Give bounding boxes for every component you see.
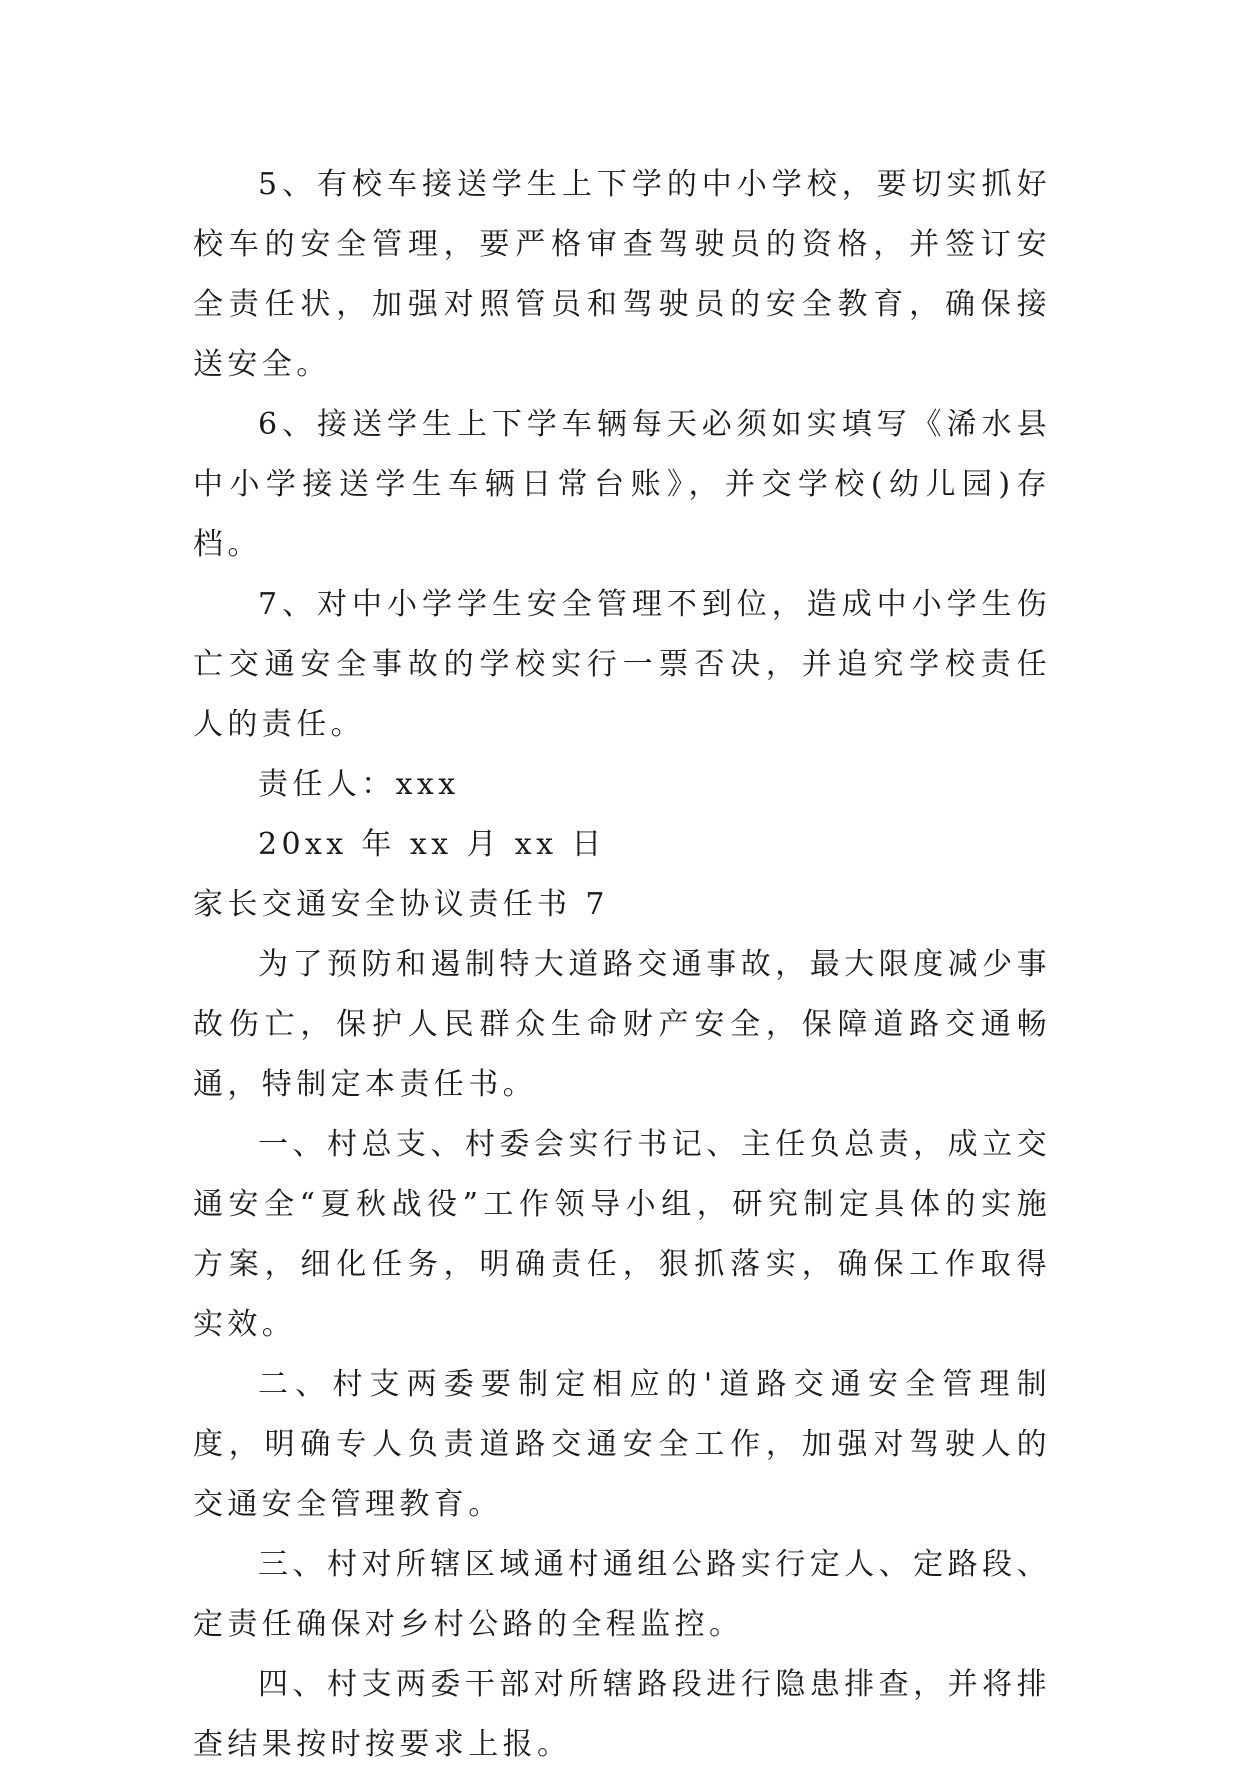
responsible-person-line: 责任人：xxx xyxy=(258,767,460,802)
clause-three: 三、村对所辖区域通村通组公路实行定人、定路段、定责任确保对乡村公路的全程监控。 xyxy=(193,1547,1051,1642)
document-body xyxy=(193,155,1051,1775)
clause-one: 一、村总支、村委会实行书记、主任负总责，成立交通安全“夏秋战役”工作领导小组，研究制定具体的实施方案，细化任务，明确责任，狠抓落实，确保工作取得实效。 xyxy=(193,1127,1051,1342)
paragraph-item-5: 5、有校车接送学生上下学的中小学校，要切实抓好校车的安全管理，要严格审查驾驶员的资格，并签订安全责任状，加强对照管员和驾驶员的安全教育，确保接送安全。 xyxy=(193,167,1051,382)
section-title: 家长交通安全协议责任书 7 xyxy=(193,887,609,922)
date-line: 20xx 年 xx 月 xx 日 xyxy=(258,827,606,862)
clause-two: 二、村支两委要制定相应的'道路交通安全管理制度，明确专人负责道路交通安全工作，加强对驾驶人的交通安全管理教育。 xyxy=(193,1367,1051,1522)
intro-paragraph: 为了预防和遏制特大道路交通事故，最大限度减少事故伤亡，保护人民群众生命财产安全，保障道路交通畅通，特制定本责任书。 xyxy=(193,947,1051,1102)
paragraph-item-7: 7、对中小学学生安全管理不到位，造成中小学生伤亡交通安全事故的学校实行一票否决，并追究学校责任人的责任。 xyxy=(193,587,1051,742)
clause-four: 四、村支两委干部对所辖路段进行隐患排查，并将排查结果按时按要求上报。 xyxy=(193,1667,1051,1762)
paragraph-item-6: 6、接送学生上下学车辆每天必须如实填写《浠水县中小学接送学生车辆日常台账》，并交学校(幼儿园)存档。 xyxy=(193,407,1051,562)
